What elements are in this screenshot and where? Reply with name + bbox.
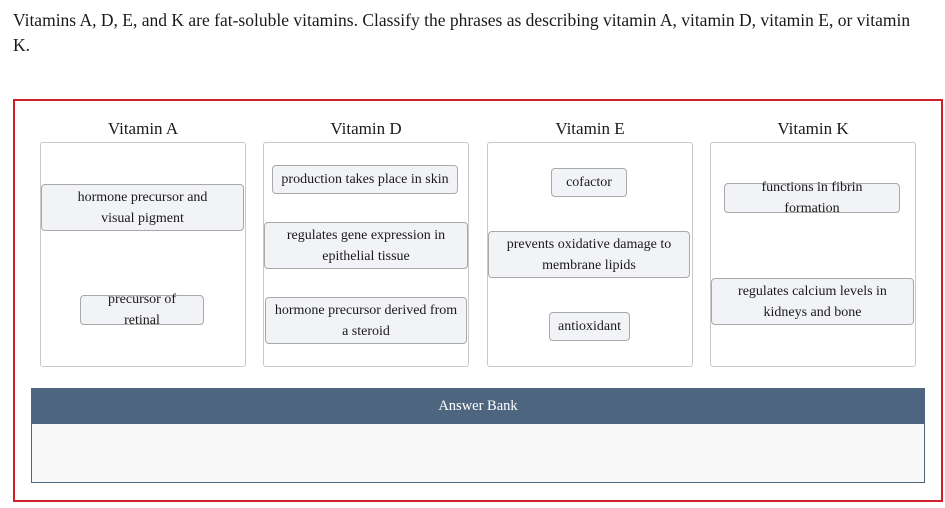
column-title-vitamin-e: Vitamin E (555, 119, 625, 138)
question-text: Vitamins A, D, E, and K are fat-soluble vitamins. Classify the phrases as describing vitamin A, vitamin D, vitamin E, or vitamin K. (13, 10, 911, 55)
drop-zone-vitamin-a[interactable] (40, 142, 246, 367)
draggable-phrase[interactable]: prevents oxidative damage to membrane lipids (488, 231, 690, 278)
answer-bank-drop-zone[interactable] (31, 424, 925, 483)
answer-bank-header: Answer Bank (31, 388, 925, 424)
column-title-vitamin-d: Vitamin D (330, 119, 402, 138)
column-title-vitamin-a: Vitamin A (107, 119, 179, 138)
draggable-phrase[interactable]: production takes place in skin (272, 165, 458, 194)
draggable-phrase[interactable]: regulates calcium levels in kidneys and bone (711, 278, 914, 325)
drop-zone-vitamin-k[interactable] (710, 142, 916, 367)
draggable-phrase[interactable]: hormone precursor and visual pigment (41, 184, 244, 231)
draggable-phrase[interactable]: precursor of retinal (80, 295, 204, 325)
draggable-phrase[interactable]: hormone precursor derived from a steroid (265, 297, 467, 344)
draggable-phrase[interactable]: regulates gene expression in epithelial tissue (264, 222, 468, 269)
column-title-vitamin-k: Vitamin K (777, 119, 849, 138)
draggable-phrase[interactable]: cofactor (551, 168, 627, 197)
draggable-phrase[interactable]: functions in fibrin formation (724, 183, 900, 213)
draggable-phrase[interactable]: antioxidant (549, 312, 630, 341)
